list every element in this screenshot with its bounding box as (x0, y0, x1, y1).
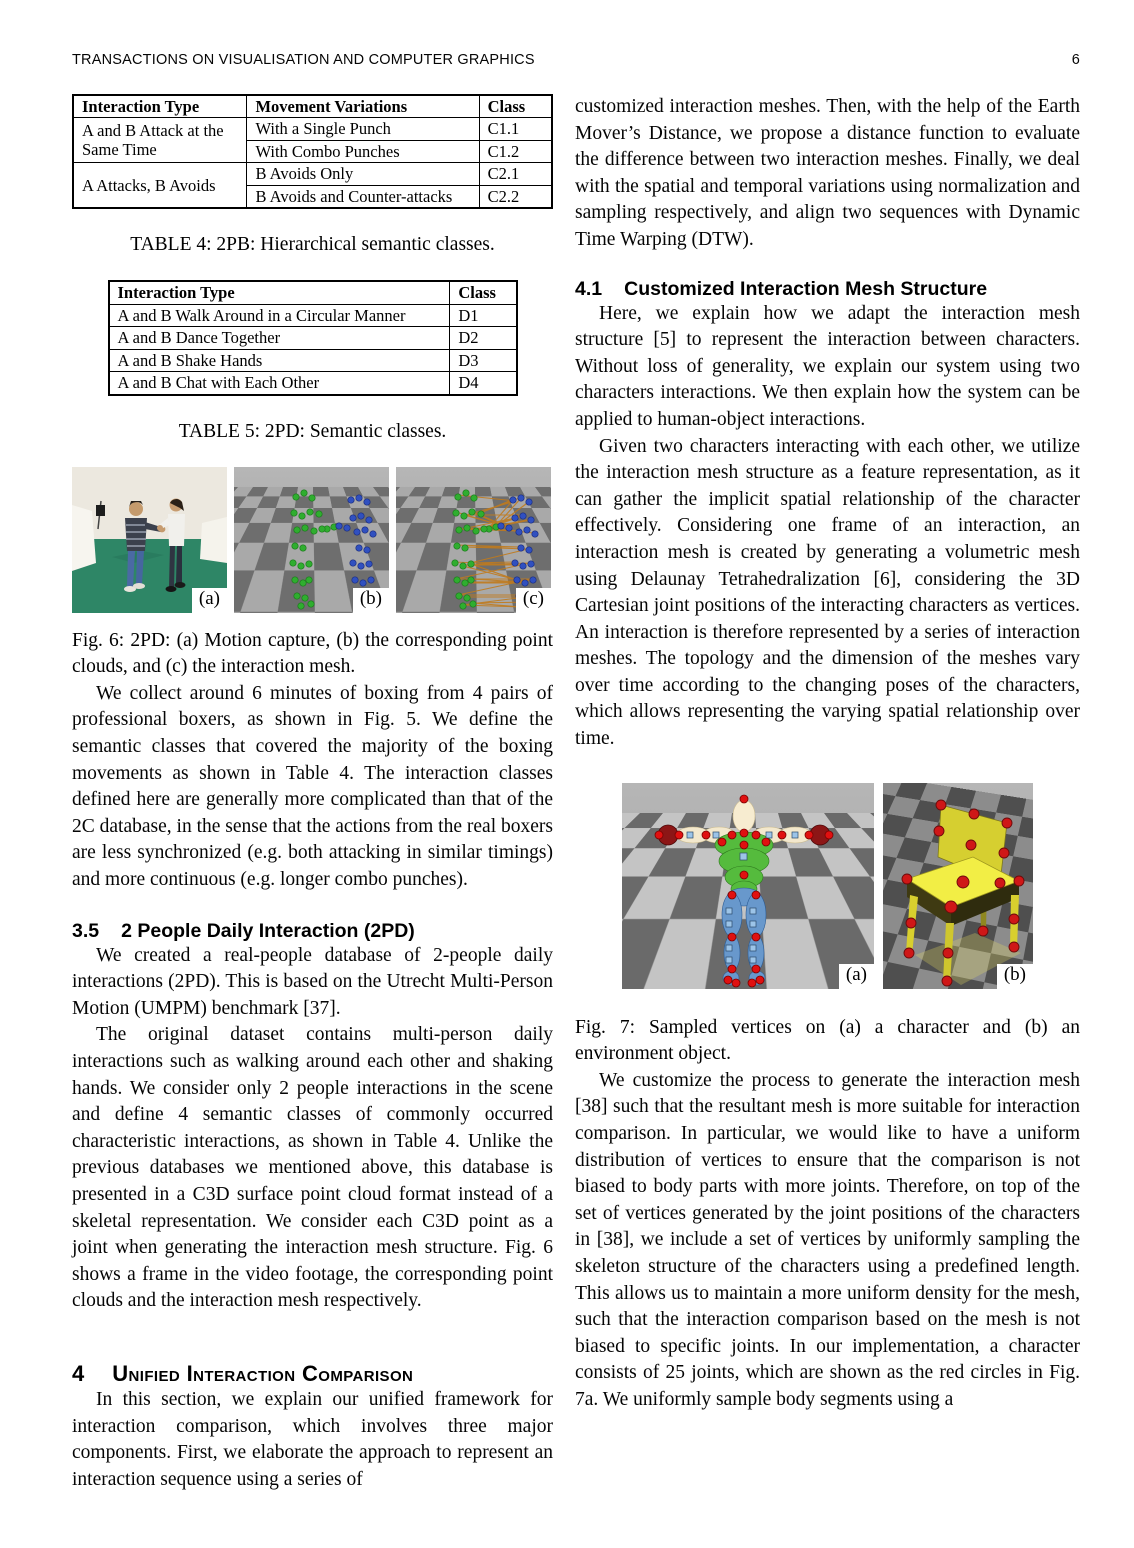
figure6-panel-motion-capture (72, 467, 227, 613)
table-2pd (108, 280, 518, 395)
table-cell: A and B Walk Around in a Circular Manner (109, 304, 450, 326)
table-header-cell: Movement Variations (247, 95, 479, 118)
section-title: 2 People Daily Interaction (2PD) (121, 919, 415, 942)
figure6-panel-point-clouds (234, 467, 389, 613)
figure6-panel-interaction-mesh (396, 467, 551, 613)
table-cell: D3 (450, 349, 517, 371)
running-head (72, 52, 1080, 68)
figure6 (72, 467, 553, 613)
chair-illustration (883, 783, 1033, 989)
character-illustration (622, 783, 874, 989)
table-row (109, 327, 517, 349)
table4-caption: TABLE 4: 2PB: Hierarchical semantic classes. (130, 234, 495, 256)
section-heading-4-1 (575, 278, 1080, 301)
paragraph: We customize the process to generate the interaction mesh [38] such that the resultant mesh is more suitable for interaction comparison. In particular, we would like to have a uniform distribution of vertices to ensure that the comparison is not biased to body parts with more joints. Therefore, on top of the set of vertices generated by the joint positions of the characters in [38], we include a set of vertices by uniformly sampling the skeleton structure of the characters using a predefined length. This allows us to maintain a more uniform density for the mesh, such that the interaction comparison based on the mesh is not biased to specific joints. In our implementation, a character consists of 25 joints, which are shown as the red circles in Fig. 7a. We uniformly sample body segments using a (575, 1069, 1080, 1410)
table-cell: With Combo Punches (247, 140, 479, 162)
right-column (575, 94, 1080, 1493)
table-row (109, 372, 517, 395)
section-heading-4 (72, 1361, 553, 1387)
table-cell: D4 (450, 372, 517, 395)
table-2pb (72, 94, 553, 209)
table-cell: B Avoids Only (247, 163, 479, 185)
figure6-caption: Fig. 6: 2PD: (a) Motion capture, (b) the corresponding point clouds, and (c) the interaction mesh. (72, 629, 553, 678)
figure6-label-a: (a) (192, 588, 227, 613)
journal-title: TRANSACTIONS ON VISUALISATION AND COMPUTER GRAPHICS (72, 52, 535, 68)
section-number: 3.5 (72, 919, 100, 942)
table-cell: C1.1 (479, 118, 552, 140)
figure6-label-c: (c) (516, 588, 551, 613)
figure7-label-a: (a) (839, 964, 874, 989)
figure7-caption: Fig. 7: Sampled vertices on (a) a character and (b) an environment object. (575, 1016, 1080, 1065)
section-number: 4 (72, 1360, 85, 1386)
paragraph: The original dataset contains multi-person daily interactions such as walking around each other and shaking hands. We consider only 2 people interactions in the scene and define 4 semantic classes of commonly occurred characteristic interactions, as shown in Table 4. Unlike the previous databases we mentioned above, this database is presented in a C3D surface point cloud format instead of a skeletal representation. We consider each C3D point as a joint when generating the interaction mesh structure. Fig. 6 shows a frame in the video footage, the corresponding point clouds and the interaction mesh respectively. (72, 1024, 553, 1312)
table-cell: C2.1 (479, 163, 552, 185)
left-column (72, 94, 553, 1493)
table-cell: A and B Shake Hands (109, 349, 450, 371)
section-heading-3-5 (72, 920, 553, 943)
table-cell: B Avoids and Counter-attacks (247, 185, 479, 208)
table-cell: C2.2 (479, 185, 552, 208)
table-cell: A and B Attack at the Same Time (73, 118, 247, 163)
table-header-cell: Interaction Type (73, 95, 247, 118)
table-cell: D1 (450, 304, 517, 326)
figure7-label-b: (b) (997, 964, 1033, 989)
table5-caption: TABLE 5: 2PD: Semantic classes. (178, 420, 447, 442)
figure7 (575, 783, 1080, 989)
table-row (109, 349, 517, 371)
section-title: Unified Interaction Comparison (112, 1360, 414, 1386)
table-header-cell: Class (479, 95, 552, 118)
table-cell: With a Single Punch (247, 118, 479, 140)
table-row (109, 304, 517, 326)
paragraph: Given two characters interacting with each other, we utilize the interaction mesh structure as a feature representation, as it can gather the implicit spatial relationship of the character effectively. Considering one frame of an interaction, an interaction mesh is created by generating a volumetric mesh using Delaunay Tetrahedralization [6], considering the 3D Cartesian joint positions of the interacting characters as vertices. An interaction is therefore represented by a series of interaction meshes. The topology and the dimension of the meshes vary over time according to the changing poses of the characters, which allows representing the varying spatial relationship over time. (575, 435, 1080, 750)
table-cell: A and B Dance Together (109, 327, 450, 349)
figure7-panel-chair (883, 783, 1033, 989)
page-number: 6 (1071, 52, 1080, 68)
figure6-label-b: (b) (353, 588, 389, 613)
figure7-panel-character (622, 783, 874, 989)
table-cell: A and B Chat with Each Other (109, 372, 450, 395)
table-cell: D2 (450, 327, 517, 349)
table-header-cell: Class (450, 281, 517, 304)
table-row (73, 118, 552, 140)
table-row (73, 163, 552, 185)
paragraph: In this section, we explain our unified framework for interaction comparison, which involves three major components. First, we elaborate the approach to represent an interaction sequence using a series of (72, 1388, 553, 1490)
paragraph: customized interaction meshes. Then, with the help of the Earth Mover’s Distance, we propose a distance function to evaluate the difference between two interaction meshes. Finally, we deal with the spatial and temporal variations using normalization and sampling respectively, and align two sequences with Dynamic Time Warping (DTW). (575, 96, 1080, 250)
table-cell: A Attacks, B Avoids (73, 163, 247, 208)
table-cell: C1.2 (479, 140, 552, 162)
paragraph: We created a real-people database of 2-people daily interactions (2PD). This is based on the Utrecht Multi-Person Motion (UMPM) benchmark [37]. (72, 944, 553, 1019)
section-number: 4.1 (575, 277, 603, 300)
paragraph: Here, we explain how we adapt the interaction mesh structure [5] to represent the interaction between characters. Without loss of generality, we explain our system using two characters interactions. We then explain how the system can be applied to human-object interactions. (575, 302, 1080, 430)
section-title: Customized Interaction Mesh Structure (624, 277, 988, 300)
paragraph: We collect around 6 minutes of boxing from 4 pairs of professional boxers, as shown in Fig. 5. We define the semantic classes that covered the majority of the boxing movements as shown in Table 4. The interaction classes defined here are generally more complicated than that of the 2C database, in the sense that the actions from the real boxers are less synchronized (e.g. both attacking in similar timings) and more continuous (e.g. longer combo punches). (72, 682, 553, 891)
table-header-cell: Interaction Type (109, 281, 450, 304)
